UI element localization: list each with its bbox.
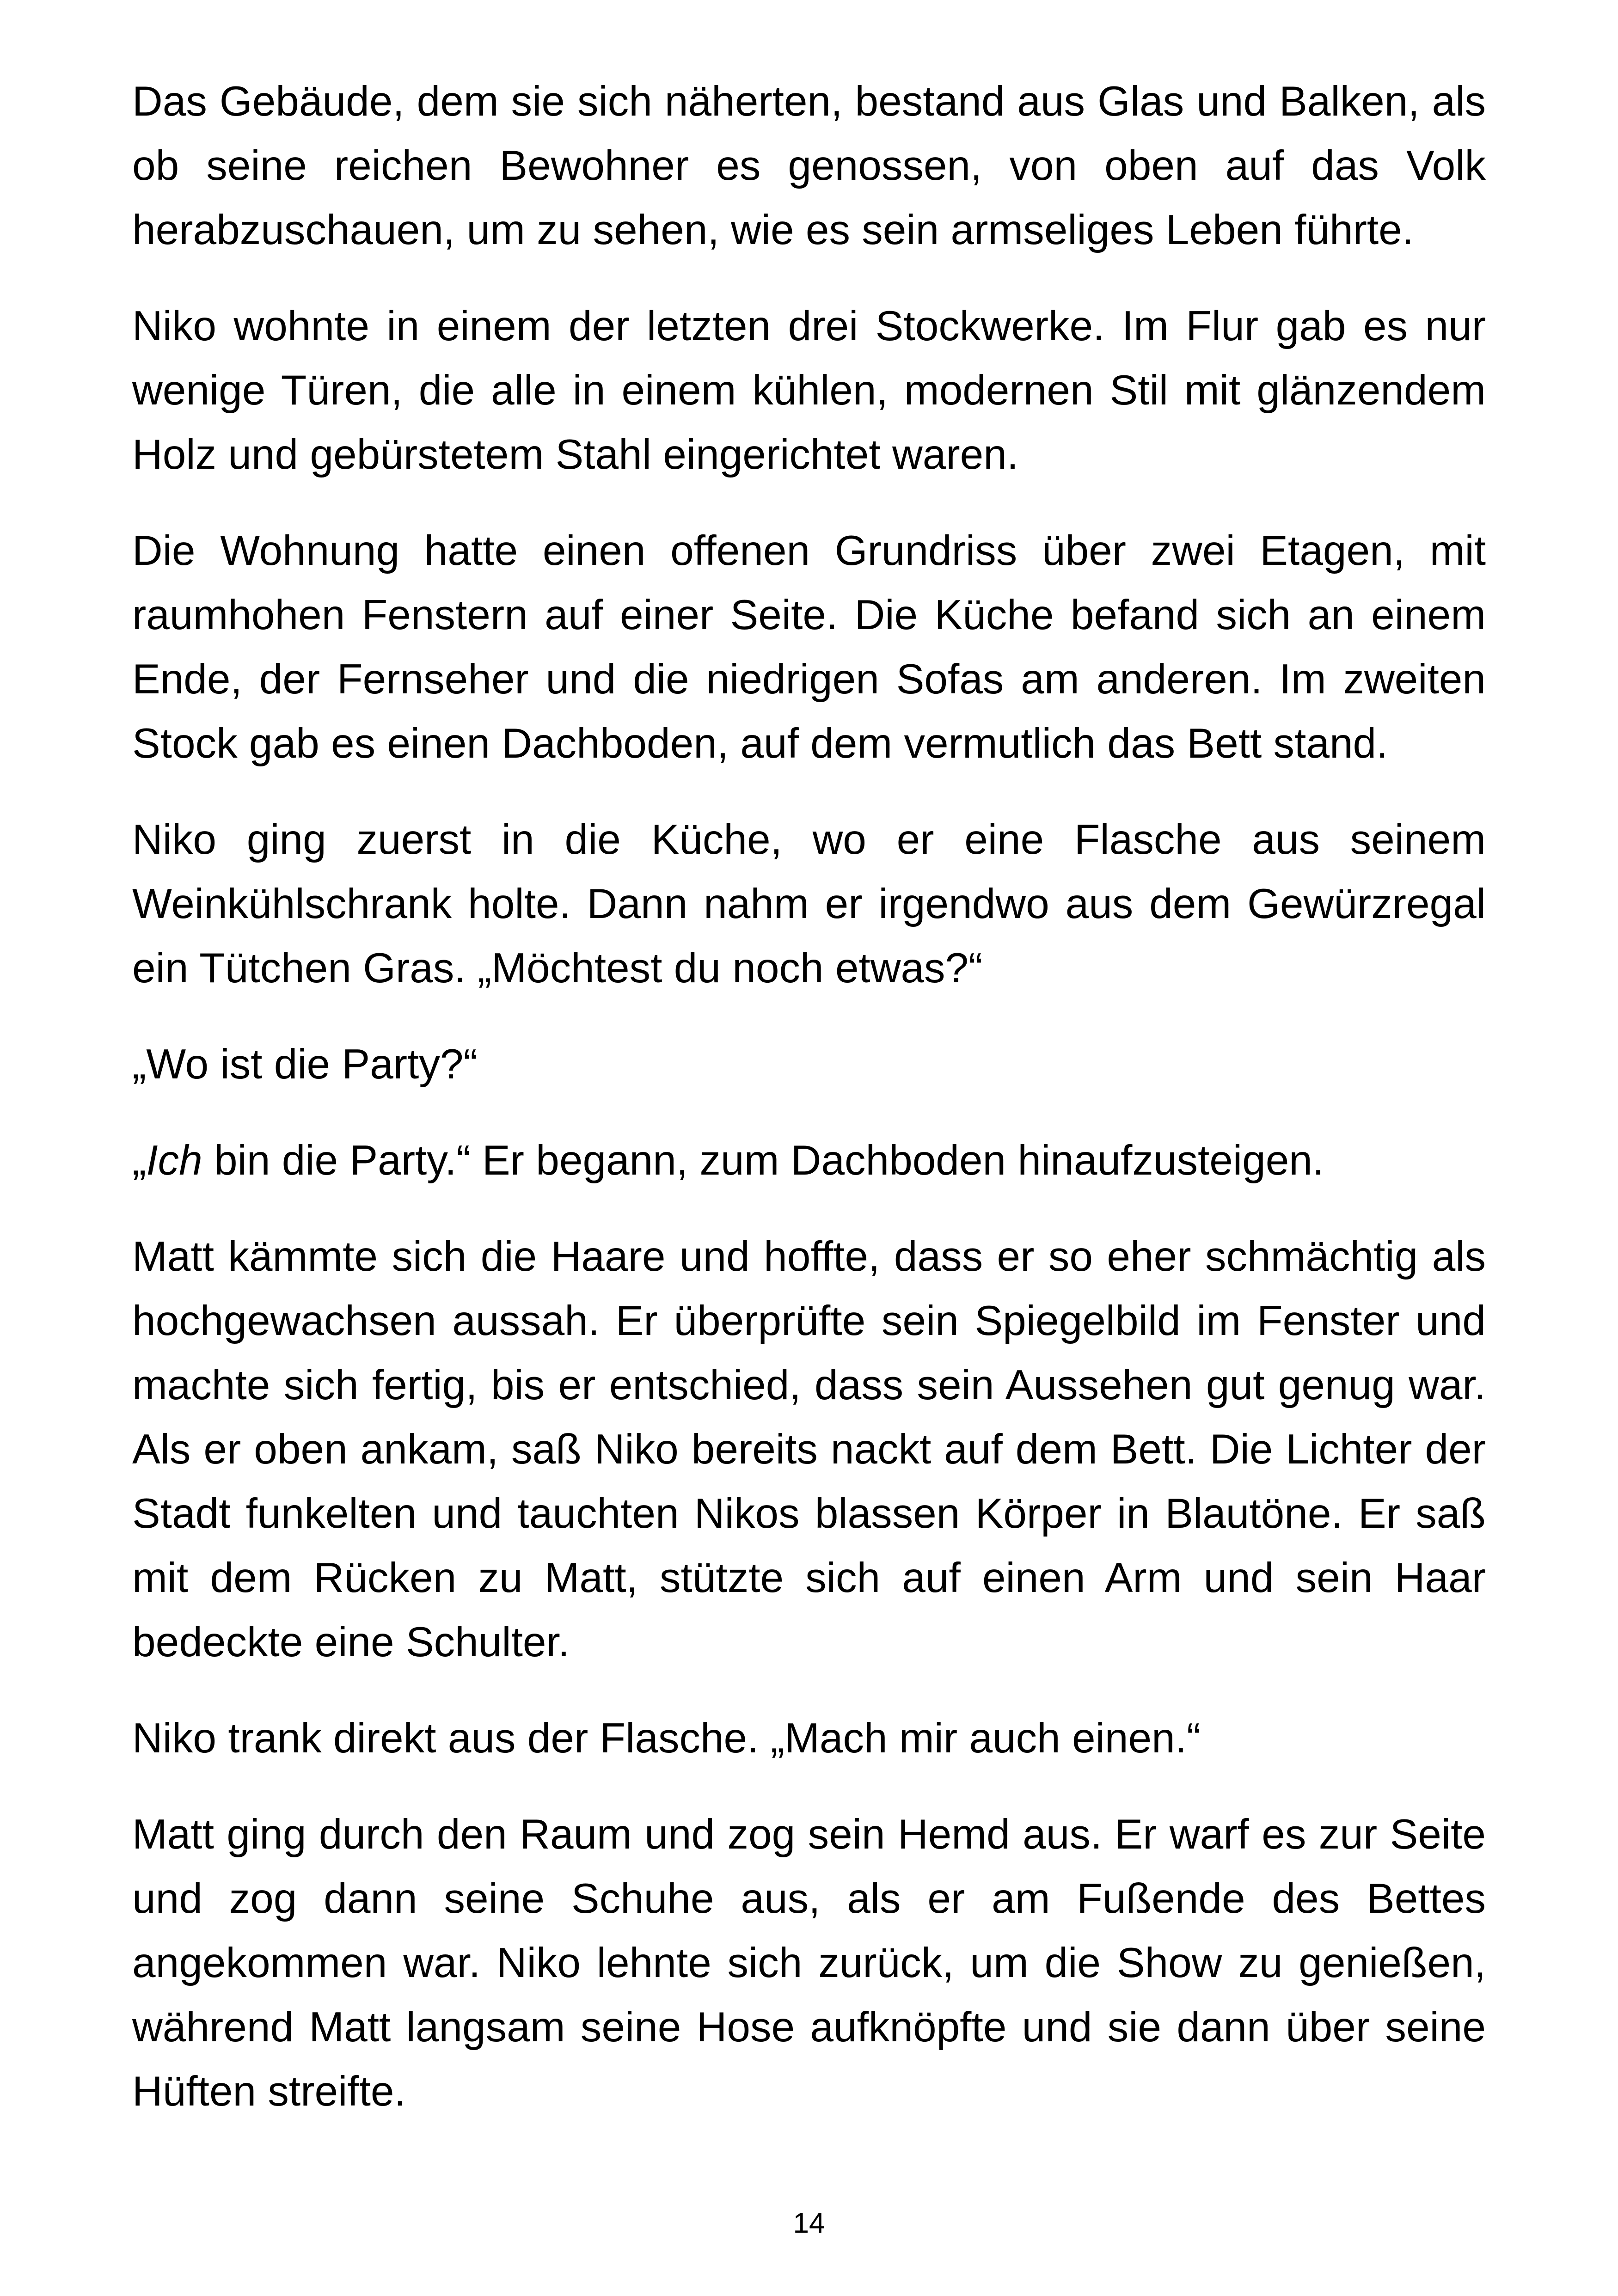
page-number: 14 [793,2207,825,2239]
paragraph-building: Das Gebäude, dem sie sich näherten, bestand aus Glas und Balken, als ob seine reichen Bewohner es genossen, von oben auf das Volk herabzuschauen, um zu sehen, wie es sein armseliges Leben führte. [132,78,1486,253]
paragraph-where-party: „Wo ist die Party?“ [132,1041,478,1088]
paragraph-matt-undresses: Matt ging durch den Raum und zog sein Hemd aus. Er warf es zur Seite und zog dann seine Schuhe aus, als er am Fußende des Bettes angekommen war. Niko lehnte sich zurück, um die Show zu genießen, während Matt langsam seine Hose aufknöpfte und sie dann über seine Hüften streifte. [132,1811,1486,2115]
paragraph-apartment: Die Wohnung hatte einen offenen Grundriss über zwei Etagen, mit raumhohen Fenstern auf einer Seite. Die Küche befand sich an einem Ende, der Fernseher und die niedrigen Sofas am anderen. Im zweiten Stock gab es einen Dachboden, auf dem vermutlich das Bett stand. [132,527,1486,767]
party-line-rest: bin die Party.“ Er begann, zum Dachboden hinaufzusteigen. [202,1137,1324,1184]
paragraph-kitchen: Niko ging zuerst in die Küche, wo er eine Flasche aus seinem Weinkühlschrank holte. Dann nahm er irgendwo aus dem Gewürzregal ein Tütchen Gras. „Möchtest du noch etwas?“ [132,816,1486,992]
paragraph-niko-drinks: Niko trank direkt aus der Flasche. „Mach mir auch einen.“ [132,1715,1201,1762]
open-quote: „ [132,1137,147,1184]
body-text [132,69,1486,2155]
paragraph-i-am-party [132,1128,1486,1193]
paragraph-hallway: Niko wohnte in einem der letzten drei Stockwerke. Im Flur gab es nur wenige Türen, die alle in einem kühlen, modernen Stil mit glänzendem Holz und gebürstetem Stahl eingerichtet waren. [132,303,1486,478]
emphasized-word: Ich [146,1137,202,1184]
paragraph-matt-combs-hair: Matt kämmte sich die Haare und hoffte, dass er so eher schmächtig als hochgewachsen aussah. Er überprüfte sein Spiegelbild im Fenster und machte sich fertig, bis er entschied, dass sein Aussehen gut genug war. Als er oben ankam, saß Niko bereits nackt auf dem Bett. Die Lichter der Stadt funkelten und tauchten Nikos blassen Körper in Blautöne. Er saß mit dem Rücken zu Matt, stützte sich auf einen Arm und sein Haar bedeckte eine Schulter. [132,1233,1486,1665]
